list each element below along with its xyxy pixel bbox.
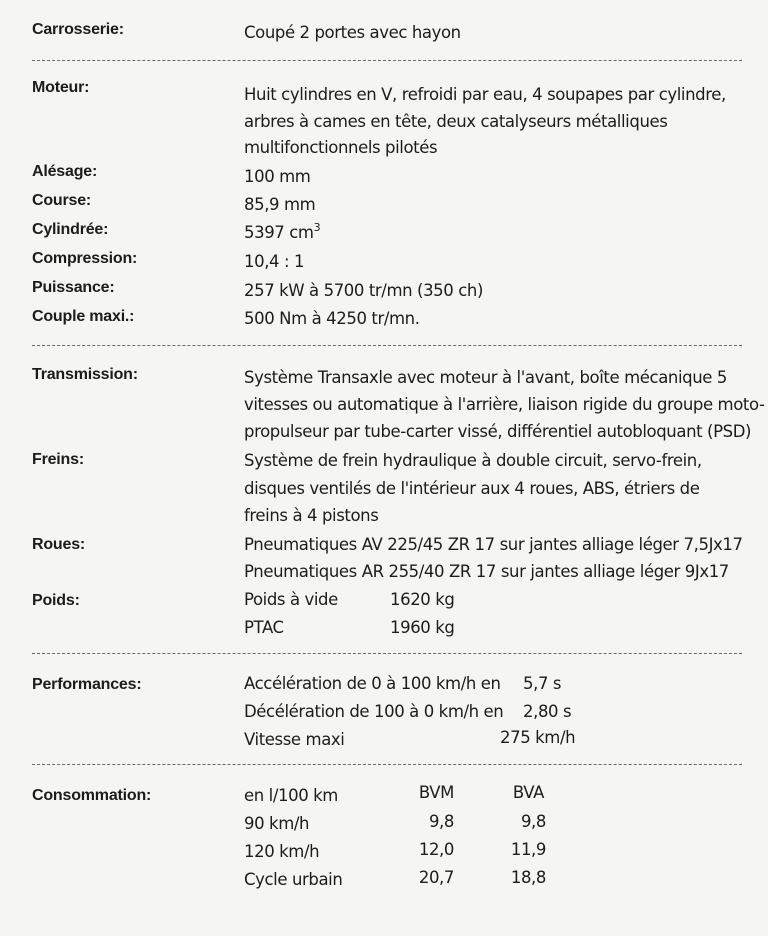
poids-label: Poids:: [32, 592, 80, 609]
puissance-label: Puissance:: [32, 279, 115, 296]
moteur-label: Moteur:: [32, 79, 90, 96]
consommation-row-bva: 9,8: [520, 812, 546, 831]
couple-value: 500 Nm à 4250 tr/mn.: [244, 309, 420, 328]
performances-row-value: 5,7 s: [523, 674, 562, 693]
separator: [32, 60, 742, 61]
consommation-row-bvm: 20,7: [418, 868, 454, 887]
poids-row-name: Poids à vide: [244, 590, 338, 609]
consommation-row-bva: 18,8: [510, 868, 546, 887]
carrosserie-value: Coupé 2 portes avec hayon: [244, 23, 461, 42]
performances-row-name: Accélération de 0 à 100 km/h en: [244, 674, 501, 693]
separator: [32, 653, 742, 654]
freins-line-3: freins à 4 pistons: [244, 506, 379, 525]
transmission-line-2: vitesses ou automatique à l'arrière, liaison rigide du groupe moto-: [244, 395, 765, 414]
performances-row-value: 2,80 s: [523, 702, 572, 721]
course-label: Course:: [32, 192, 92, 209]
consommation-header-bva: BVA: [512, 783, 544, 802]
poids-row-value: 1960 kg: [390, 618, 455, 637]
cylindree-label: Cylindrée:: [32, 221, 109, 238]
separator: [32, 764, 742, 765]
consommation-header-bvm: BVM: [418, 783, 454, 802]
consommation-row-name: Cycle urbain: [244, 870, 343, 889]
couple-label: Couple maxi.:: [32, 308, 135, 325]
transmission-line-1: Système Transaxle avec moteur à l'avant, boîte mécanique 5: [244, 368, 727, 387]
performances-label: Performances:: [32, 676, 142, 693]
performances-row-name: Vitesse maxi: [244, 730, 345, 749]
consommation-row-bvm: 12,0: [418, 840, 454, 859]
transmission-label: Transmission:: [32, 366, 138, 383]
compression-value: 10,4 : 1: [244, 252, 305, 271]
puissance-value: 257 kW à 5700 tr/mn (350 ch): [244, 281, 483, 300]
alesage-label: Alésage:: [32, 163, 98, 180]
freins-line-2: disques ventilés de l'intérieur aux 4 roues, ABS, étriers de: [244, 479, 700, 498]
poids-row-value: 1620 kg: [390, 590, 455, 609]
consommation-unit: en l/100 km: [244, 786, 338, 805]
performances-row-name: Décélération de 100 à 0 km/h en: [244, 702, 504, 721]
roues-line-2: Pneumatiques AR 255/40 ZR 17 sur jantes alliage léger 9Jx17: [244, 562, 729, 581]
consommation-row-bvm: 9,8: [428, 812, 454, 831]
course-value: 85,9 mm: [244, 195, 316, 214]
roues-line-1: Pneumatiques AV 225/45 ZR 17 sur jantes alliage léger 7,5Jx17: [244, 535, 743, 554]
freins-line-1: Système de frein hydraulique à double circuit, servo-frein,: [244, 451, 702, 470]
moteur-line-2: arbres à cames en tête, deux catalyseurs métalliques: [244, 112, 668, 131]
roues-label: Roues:: [32, 536, 86, 553]
cylindree-value: 5397 $cm^3$: [244, 221, 321, 242]
consommation-row-name: 90 km/h: [244, 814, 310, 833]
carrosserie-label: Carrosserie:: [32, 21, 124, 38]
consommation-row-name: 120 km/h: [244, 842, 320, 861]
poids-row-name: PTAC: [244, 618, 284, 637]
performances-row-value: 275 km/h: [500, 728, 576, 747]
transmission-line-3: propulseur par tube-carter vissé, différentiel autobloquant (PSD): [244, 422, 752, 441]
moteur-line-3: multifonctionnels pilotés: [244, 138, 438, 157]
moteur-line-1: Huit cylindres en V, refroidi par eau, 4 soupapes par cylindre,: [244, 85, 726, 104]
separator: [32, 345, 742, 346]
compression-label: Compression:: [32, 250, 138, 267]
consommation-row-bva: 11,9: [510, 840, 546, 859]
alesage-value: 100 mm: [244, 167, 311, 186]
consommation-label: Consommation:: [32, 787, 152, 804]
freins-label: Freins:: [32, 451, 84, 468]
